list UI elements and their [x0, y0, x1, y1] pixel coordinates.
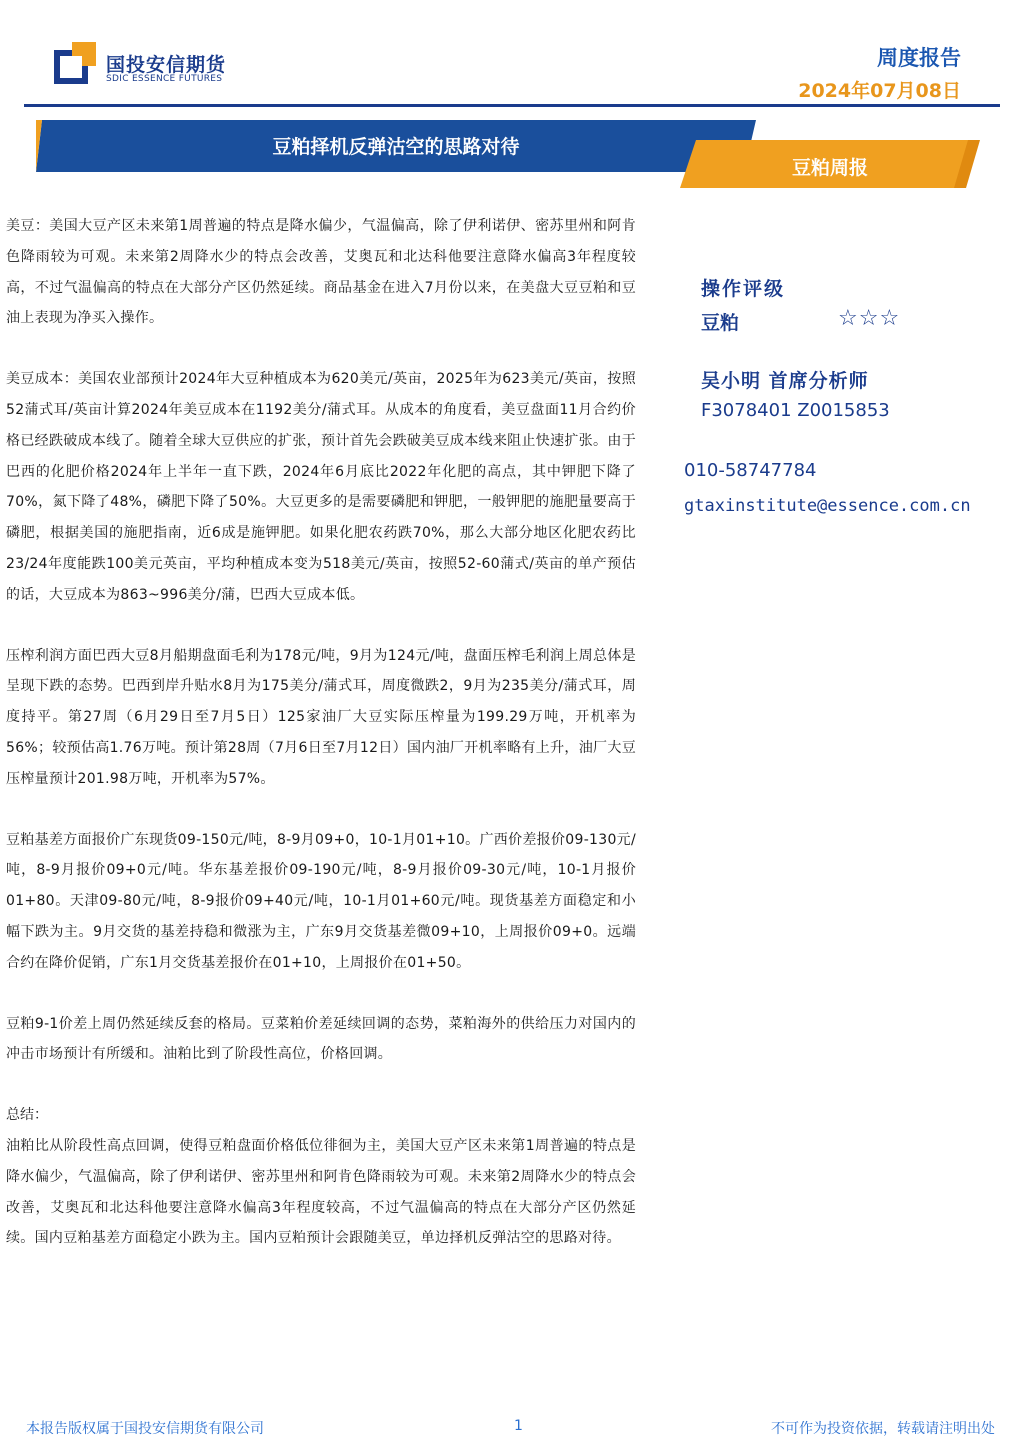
rating-stars-icon: ☆☆☆ — [838, 306, 901, 331]
logo-text-en: SDIC ESSENCE FUTURES — [106, 74, 223, 84]
paragraph-us-soybean: 美豆：美国大豆产区未来第1周普遍的特点是降水偏少，气温偏高，除了伊利诺伊、密苏里州和阿肯色降雨较为可观。未来第2周降水少的特点会改善，艾奥瓦和北达科他要注意降水偏高3年程度较高，不过气温偏高的特点在大部分产区仍然延续。商品基金在进入7月份以来，在美盘大豆豆粕和豆油上表现为净买入操作。 — [6, 218, 636, 327]
contact-phone: 010-58747784 — [684, 460, 817, 481]
rating-item: 豆粕 — [701, 312, 740, 334]
report-tag — [680, 140, 980, 188]
paragraph-crush-margin: 压榨利润方面巴西大豆8月船期盘面毛利为178元/吨，9月为124元/吨，盘面压榨毛利润上周总体是呈现下跌的态势。巴西到岸升贴水8月为175美分/蒲式耳，周度微跌2，9月为235美分/蒲式耳，周度持平。第27周（6月29日至7月5日）125家油厂大豆实际压榨量为199.29万吨，开机率为56%；较预估高1.76万吨。预计第28周（7月6日至7月12日）国内油厂开机率略有上升，油厂大豆压榨量预计201.98万吨，开机率为57%。 — [6, 647, 636, 787]
paragraph-us-soybean-cost: 美豆成本：美国农业部预计2024年大豆种植成本为620美元/英亩，2025年为623美元/英亩，按照52蒲式耳/英亩计算2024年美豆成本在1192美分/蒲式耳。从成本的角度看，美豆盘面11月合约价格已经跌破成本线了。随着全球大豆供应的扩张，预计首先会跌破美豆成本线来阻止快速扩张。由于巴西的化肥价格2024年上半年一直下跌，2024年6月底比2022年化肥的高点，其中钾肥下降了70%，氮下降了48%，磷肥下降了50%。大豆更多的是需要磷肥和钾肥，一般钾肥的施肥量要高于磷肥，根据美国的施肥指南，近6成是施钾肥。如果化肥农药跌70%，那么大部分地区化肥农药比23/24年度能跌100美元英亩，平均种植成本变为518美元/英亩，按照52-60蒲式/英亩的单产预估的话，大豆成本为863~996美分/蒲，巴西大豆成本低。 — [6, 371, 636, 603]
company-logo — [54, 42, 244, 86]
rating-title: 操作评级 — [701, 278, 786, 300]
contact-email[interactable]: gtaxinstitute@essence.com.cn — [684, 496, 971, 516]
paragraph-summary: 油粕比从阶段性高点回调，使得豆粕盘面价格低位徘徊为主，美国大豆产区未来第1周普遍的特点是降水偏少，气温偏高，除了伊利诺伊、密苏里州和阿肯色降雨较为可观。未来第2周降水少的特点会改善，艾奥瓦和北达科他要注意降水偏高3年程度较高，不过气温偏高的特点在大部分产区仍然延续。国内豆粕基差方面稳定小跌为主。国内豆粕预计会跟随美豆，单边择机反弹沽空的思路对待。 — [6, 1137, 636, 1247]
paragraph-spread: 豆粕9-1价差上周仍然延续反套的格局。豆菜粕价差延续回调的态势，菜粕海外的供给压力对国内的冲击市场预计有所缓和。油粕比到了阶段性高位，价格回调。 — [6, 1015, 636, 1063]
analyst-license-ids: F3078401 Z0015853 — [701, 400, 890, 421]
page-number: 1 — [514, 1418, 523, 1434]
title-banner — [36, 120, 756, 172]
logo-mark-icon — [54, 42, 96, 84]
summary-label: 总结： — [6, 1107, 48, 1124]
report-type: 周度报告 — [877, 46, 961, 70]
footer-copyright: 本报告版权属于国投安信期货有限公司 — [26, 1421, 264, 1437]
logo-text-cn: 国投安信期货 — [106, 54, 227, 76]
footer-disclaimer: 不可作为投资依据，转载请注明出处 — [771, 1421, 995, 1437]
report-date: 2024年07月08日 — [798, 80, 961, 102]
report-body — [6, 211, 636, 1254]
paragraph-basis: 豆粕基差方面报价广东现货09-150元/吨，8-9月09+0，10-1月01+10。广西价差报价09-130元/吨，8-9月报价09+0元/吨。华东基差报价09-190元/吨，8-9月报价09-30元/吨，10-1月报价01+80。天津09-80元/吨，8-9报价09+40元/吨，10-1月01+60元/吨。现货基差方面稳定和小幅下跌为主。9月交货的基差持稳和微涨为主，广东9月交货基差微09+10，上周报价09+0。远端合约在降价促销，广东1月交货基差报价在01+10，上周报价在01+50。 — [6, 831, 636, 971]
report-tag-label: 豆粕周报 — [791, 157, 868, 179]
analyst-name: 吴小明 首席分析师 — [701, 370, 869, 392]
report-title: 豆粕择机反弹沽空的思路对待 — [272, 136, 520, 158]
header-divider — [24, 104, 1000, 107]
